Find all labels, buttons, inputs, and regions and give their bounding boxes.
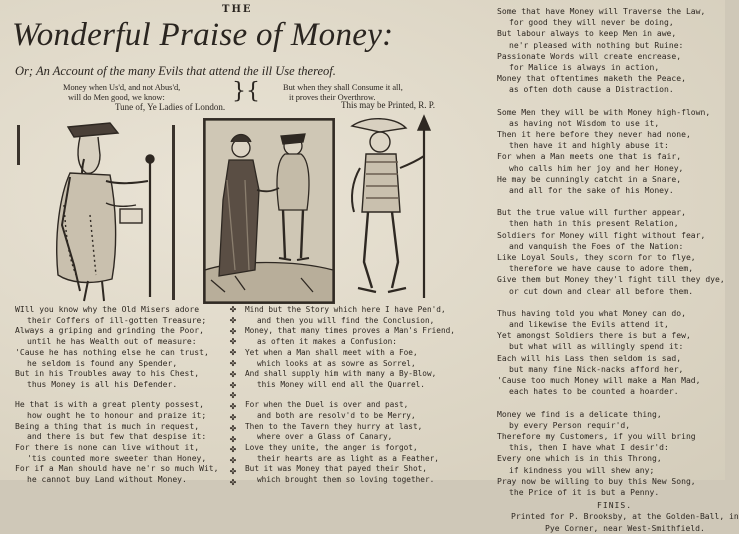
soldier-woodcut	[340, 112, 440, 304]
verse-line: and both are resolv'd to be Merry,	[257, 410, 416, 420]
verse-line: this, then I have what I desir'd:	[509, 443, 669, 453]
stanza-middle-2	[245, 400, 455, 486]
verse-line: Love they unite, the anger is forgot,	[245, 442, 418, 452]
verse-line: by every Person requir'd,	[509, 420, 631, 430]
brace-glyph: }{	[232, 79, 260, 104]
verse-line: For when a Man meets one that is fair,	[497, 152, 682, 162]
verse-line: their Coffers of ill-gotten Treasure;	[27, 315, 207, 325]
verse-line: Money we find is a delicate thing,	[497, 409, 662, 419]
verse-line: and there is but few that despise it:	[27, 432, 207, 442]
printer-line-1: Printed for P. Brooksby, at the Golden-Ball, in	[511, 512, 739, 522]
verse-line: and then you will find the Conclusion,	[257, 315, 435, 325]
verse-line: Thus having told you what Money can do,	[497, 308, 686, 318]
verse-line: He that is with a great plenty possest,	[15, 400, 204, 410]
verse-line: Some that have Money will Traverse the Law,	[497, 7, 706, 16]
verse-line: then hath in this present Relation,	[509, 219, 679, 229]
left-column	[15, 305, 218, 495]
verse-line: which looks at as sowre as Sorrel,	[257, 358, 416, 368]
verse-line: or cut down and clear all before them.	[509, 286, 694, 296]
verse-line: where over a Glass of Canary,	[257, 432, 393, 442]
verse-line: Pray now be willing to buy this New Song,	[497, 476, 696, 486]
licence-line: This may be Printed, R. P.	[341, 100, 435, 110]
verse-line: who calls him her joy and her Honey,	[509, 163, 684, 173]
stanza-left-1	[15, 305, 218, 391]
verse-line: But it was Money that payed their Shot,	[245, 464, 427, 474]
verse-line: which brought them so loving together.	[257, 475, 435, 485]
verse-line: But labour always to keep Men in awe,	[497, 29, 677, 39]
intro-left-1: Money when Us'd, and not Abus'd,	[63, 83, 181, 92]
ornament-divider: ✤ ✤ ✤ ✤ ✤ ✤ ✤ ✤ ✤ ✤ ✤ ✤ ✤ ✤ ✤ ✤ ✤	[229, 305, 237, 487]
stanza-right-2	[497, 107, 739, 197]
verse-line: and likewise the Evils attend it,	[509, 320, 669, 330]
verse-line: and vanquish the Foes of the Nation:	[509, 241, 684, 251]
verse-line: if kindness you will shew any;	[509, 465, 655, 475]
tune-line: Tune of, Ye Ladies of London.	[115, 102, 226, 112]
verse-line: Mind but the Story which here I have Pen'd,	[245, 305, 446, 314]
verse-line: as often it makes a Confusion:	[257, 337, 397, 347]
verse-line: how ought he to honour and praize it;	[27, 410, 207, 420]
intro-left-2: will do Men good, we know:	[68, 93, 165, 102]
verse-line: And shall supply him with many a By-Blow,	[245, 369, 437, 379]
verse-line: Passionate Words will create encrease,	[497, 51, 682, 61]
verse-line: 'Cause he has nothing else he can trust,	[15, 347, 209, 357]
verse-line: For if a Man should have ne'r so much Wit,	[15, 464, 219, 474]
verse-line: But in his Troubles away to his Chest,	[15, 369, 200, 379]
verse-line: their hearts are as light as a Feather,	[257, 453, 439, 463]
verse-line: 'tis counted more sweeter than Honey,	[27, 453, 207, 463]
verse-line: Yet when a Man shall meet with a Foe,	[245, 347, 418, 357]
verse-line: Give them but Money they'l fight till they dye,	[497, 275, 725, 285]
verse-line: For there is none can live without it,	[15, 442, 200, 452]
verse-line: Like Loyal Souls, they scorn for to flye,	[497, 253, 696, 263]
intro-right-2: it proves their Overthrow.	[289, 93, 376, 102]
verse-line: this Money will end all the Quarrel.	[257, 379, 425, 389]
verse-line: each hates to be counted a hoarder.	[509, 387, 679, 397]
ballad-title: Wonderful Praise of Money:	[12, 17, 394, 53]
verse-line: For when the Duel is over and past,	[245, 400, 409, 410]
verse-line: Money that oftentimes maketh the Peace,	[497, 74, 686, 84]
verse-line: Money, that many times proves a Man's Friend,	[245, 326, 455, 336]
verse-line: therefore we have cause to adore them,	[509, 264, 694, 274]
verse-line: he cannot buy Land without Money.	[27, 475, 187, 485]
verse-line: Always a griping and grinding the Poor,	[15, 326, 204, 336]
verse-line: Then it here before they never had none,	[497, 130, 691, 140]
verse-line: Soldiers for Money will fight without fear,	[497, 230, 706, 240]
stanza-left-2	[15, 400, 218, 486]
stanza-right-4	[497, 308, 739, 398]
verse-line: He may be cunningly catcht in a Snare,	[497, 174, 682, 184]
stanza-middle-1	[245, 305, 455, 391]
verse-line: as having not Wisdom to use it,	[509, 118, 660, 128]
verse-line: as often doth cause a Distraction.	[509, 85, 674, 95]
verse-line: Each will his Lass then seldom is sad,	[497, 353, 682, 363]
verse-line: But the true value will further appear,	[497, 208, 686, 218]
verse-line: Yet amongst Soldiers there is but a few,	[497, 331, 691, 341]
verse-line: then have it and highly abuse it:	[509, 141, 669, 151]
verse-line: Then to the Tavern they hurry at last,	[245, 421, 423, 431]
right-column	[497, 6, 739, 534]
verse-line: until he has Wealth out of measure:	[27, 337, 197, 347]
intro-right-1: But when they shall Consume it all,	[283, 83, 403, 92]
verse-line: WIll you know why the Old Misers adore	[15, 305, 200, 314]
verse-line: the Price of it is but a Penny.	[509, 487, 660, 497]
the-heading: THE	[222, 4, 253, 15]
printer-line-2: Pye Corner, near West-Smithfield.	[545, 523, 705, 533]
verse-line: ne'r pleased with nothing but Ruine:	[509, 40, 684, 50]
old-miser-woodcut	[40, 115, 172, 305]
couple-frame	[203, 118, 335, 304]
border-rule	[172, 125, 175, 300]
verse-line: 'Cause too much Money will make a Man Mad,	[497, 376, 701, 386]
verse-line: Therefore my Customers, if you will bring	[497, 431, 696, 441]
stanza-right-3	[497, 207, 739, 297]
verse-line: Some Men they will be with Money high-flown,	[497, 107, 711, 117]
finis-label: FINIS.	[597, 501, 633, 511]
verse-line: Being a thing that is much in request,	[15, 421, 200, 431]
middle-column	[245, 305, 455, 495]
verse-line: but many fine Nick-nacks afford her,	[509, 364, 684, 374]
verse-line: for Malice is always in action,	[509, 63, 660, 73]
verse-line: and all for the sake of his Money.	[509, 186, 674, 196]
ballad-subtitle: Or; An Account of the many Evils that attend the ill Use thereof.	[15, 64, 336, 78]
verse-line: thus Money is all his Defender.	[27, 379, 178, 389]
verse-line: Every one which is in this Throng,	[497, 454, 662, 464]
verse-line: for good they will never be doing,	[509, 18, 674, 28]
stanza-right-5	[497, 409, 739, 499]
border-rule	[17, 125, 20, 165]
couple-woodcut	[205, 120, 333, 302]
verse-line: he seldom is found any Spender,	[27, 358, 178, 368]
verse-line: but what will as willingly spend it:	[509, 342, 684, 352]
stanza-right-1	[497, 6, 739, 96]
